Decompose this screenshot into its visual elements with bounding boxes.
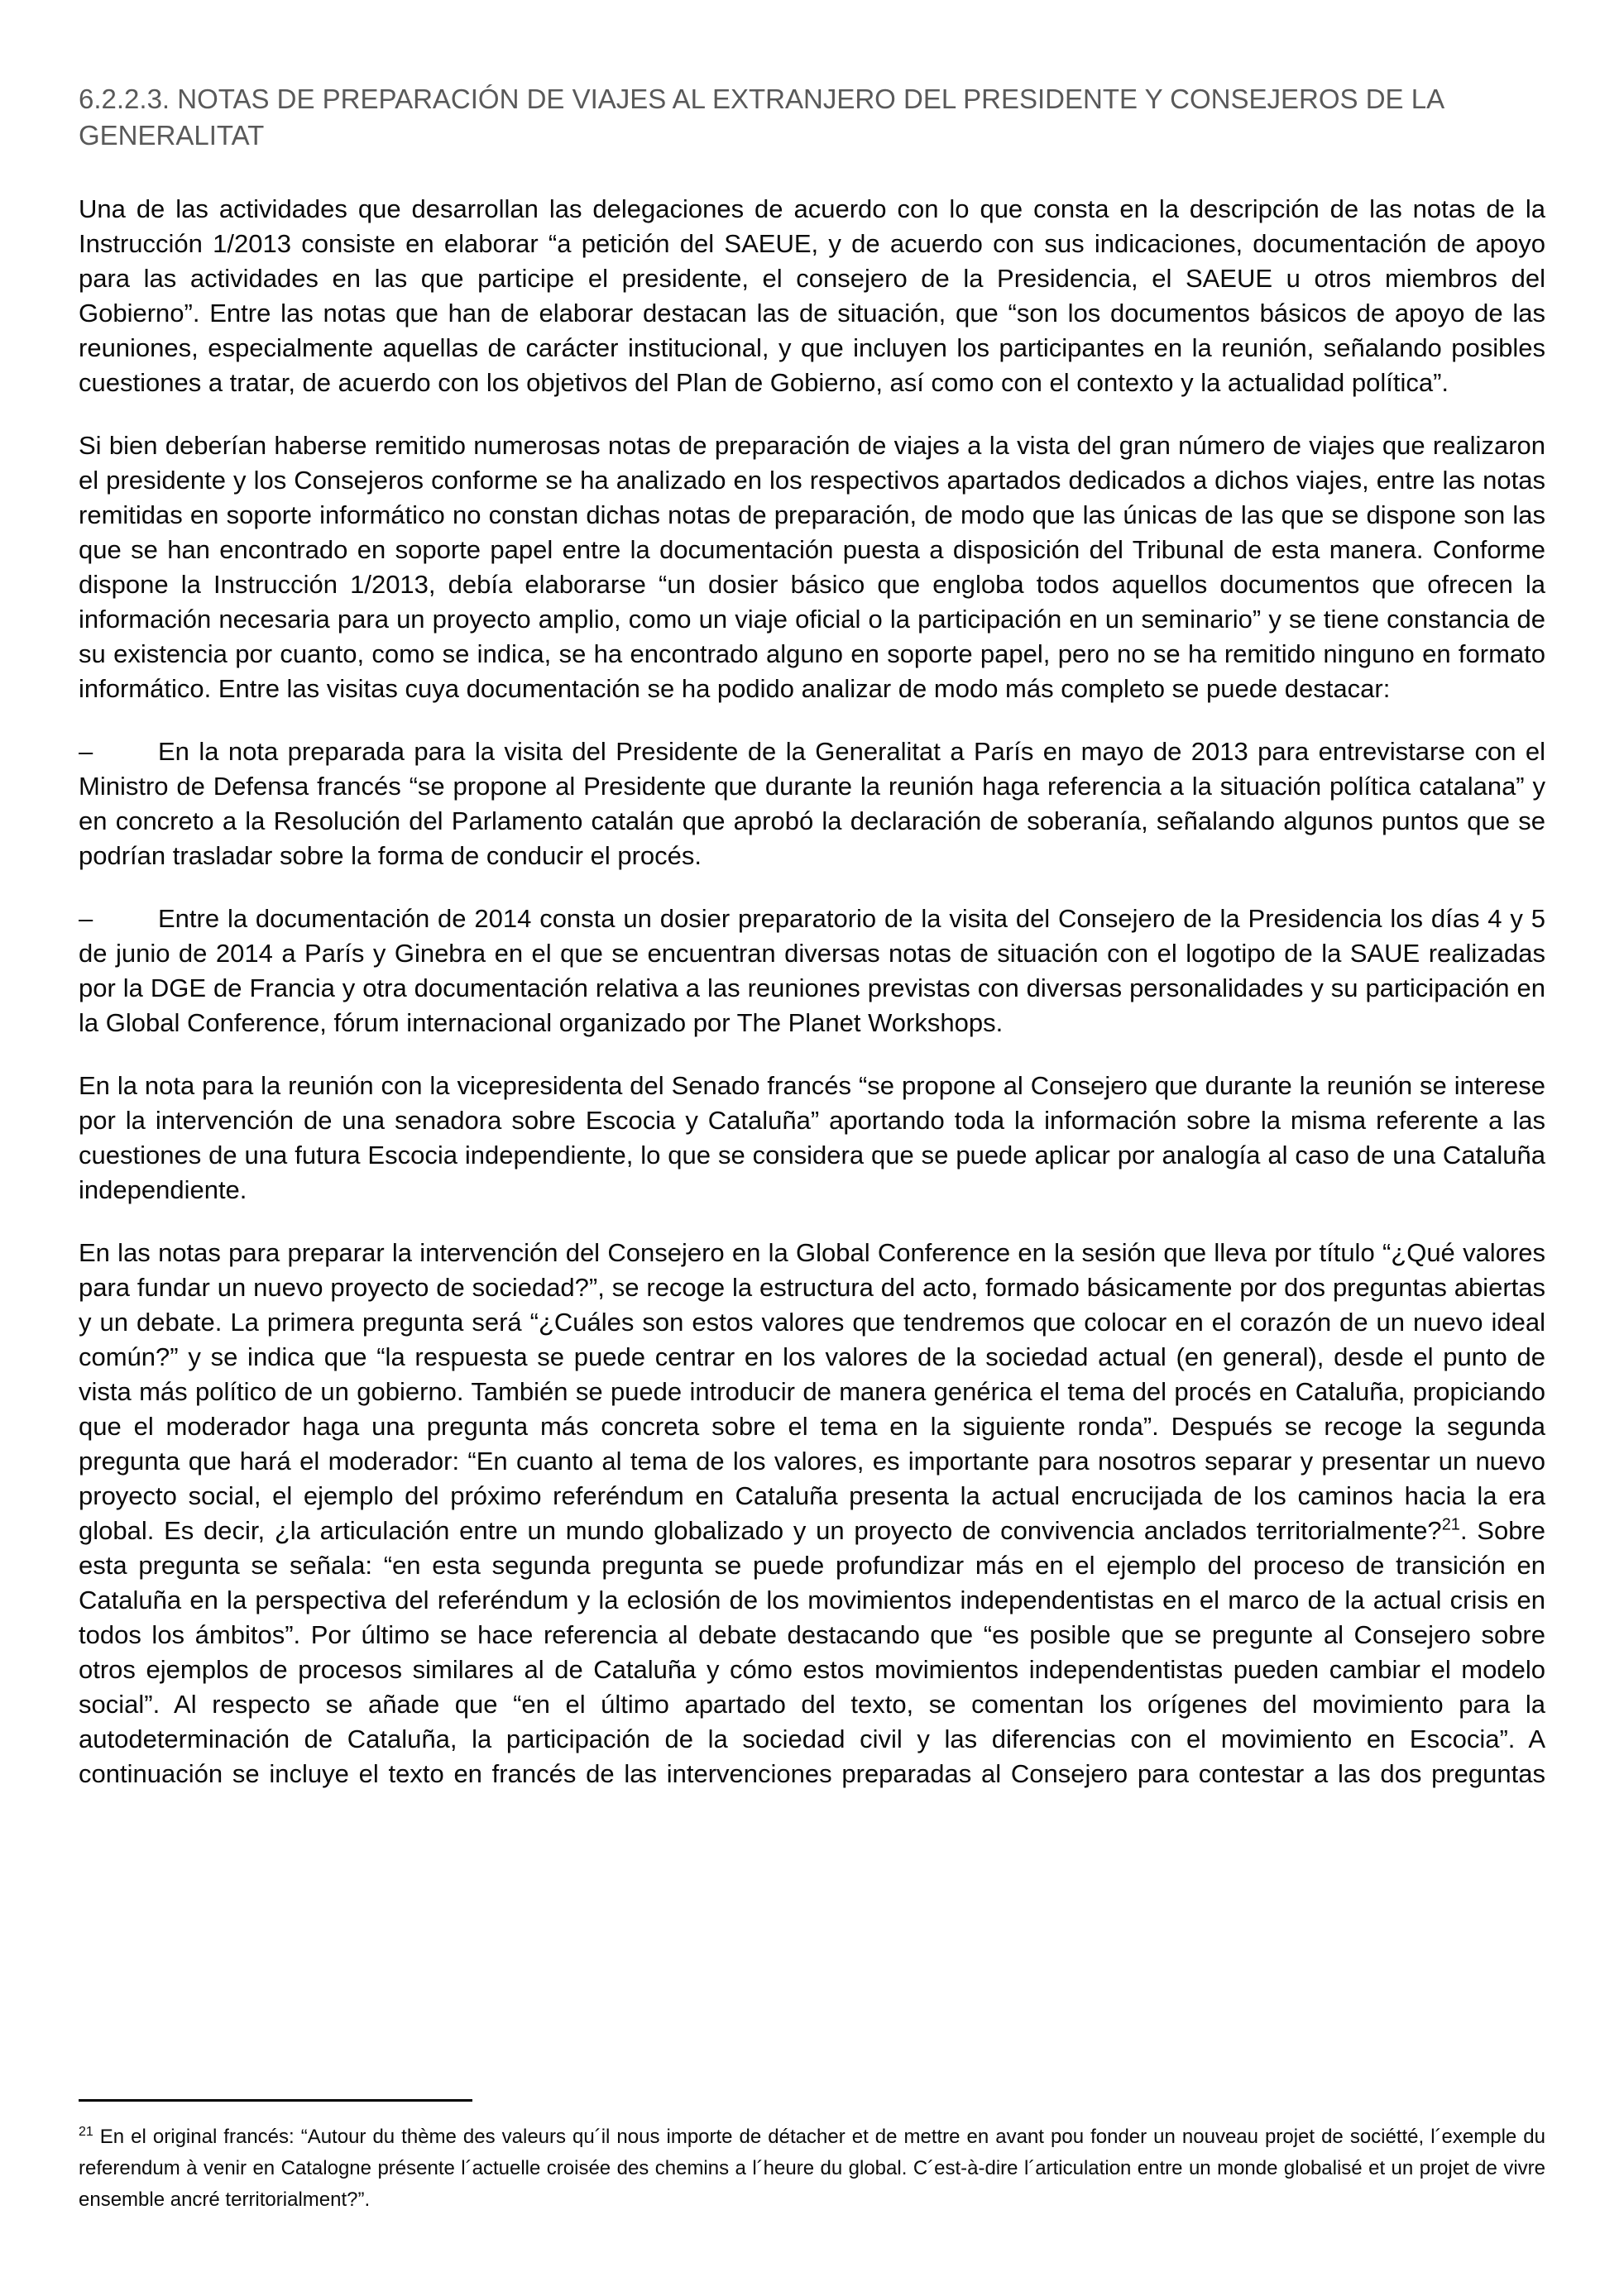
paragraph-2: Si bien deberían haberse remitido numerosas notas de preparación de viajes a la vista del gran número de viajes que realizaron el presidente y los Consejeros conforme se ha analizado en los respectivos apartados dedicados a dichos viajes, entre las notas remitidas en soporte informático no constan dichas notas de preparación, de modo que las únicas de las que se dispone son las que se han encontrado en soporte papel entre la documentación puesta a disposición del Tribunal de esta manera. Conforme dispone la Instrucción 1/2013, debía elaborarse “un dosier básico que engloba todos aquellos documentos que ofrecen la información necesaria para un proyecto amplio, como un viaje oficial o la participación en un seminario” y se tiene constancia de su existencia por cuanto, como se indica, se ha encontrado alguno en soporte papel, pero no se ha remitido ninguno en formato informático. Entre las visitas cuya documentación se ha podido analizar de modo más completo se puede destacar: [79,431,1545,703]
paragraph-1: Una de las actividades que desarrollan las delegaciones de acuerdo con lo que consta en la descripción de las notas de la Instrucción 1/2013 consiste en elaborar “a petición del SAEUE, y de acuerdo con sus indicaciones, documentación de apoyo para las actividades en las que participe el presidente, el consejero de la Presidencia, el SAEUE u otros miembros del Gobierno”. Entre las notas que han de elaborar destacan las de situación, que “son los documentos básicos de apoyo de las reuniones, especialmente aquellas de carácter institucional, y que incluyen los participantes en la reunión, señalando posibles cuestiones a tratar, de acuerdo con los objetivos del Plan de Gobierno, así como con el contexto y la actualidad política”. [79,194,1545,397]
section-heading: 6.2.2.3. NOTAS DE PREPARACIÓN DE VIAJES AL EXTRANJERO DEL PRESIDENTE Y CONSEJEROS DE LA GENERALITAT [79,84,1444,151]
footnote-reference-21: 21 [1441,1515,1460,1534]
dash-bullet-marker: – [79,904,93,933]
footnote-separator [79,2099,472,2102]
body-text [79,192,1545,1791]
paragraph-3: En la nota para la reunión con la vicepresidenta del Senado francés “se propone al Consejero que durante la reunión se interese por la intervención de una senadora sobre Escocia y Cataluña” aportando toda la información sobre la misma referente a las cuestiones de una futura Escocia independiente, lo que se considera que se puede aplicar por analogía al caso de una Cataluña independiente. [79,1071,1545,1204]
bullet-item-2 [79,902,1545,1040]
dash-bullet-marker: – [79,737,93,766]
paragraph-4 [79,1236,1545,1791]
bullet-item-1 [79,734,1545,873]
footnote-21 [79,2121,1545,2216]
footnote-21-marker: 21 [79,2125,93,2139]
bullet-item-1-text: En la nota preparada para la visita del Presidente de la Generalitat a París en mayo de 2013 para entrevistarse con el Ministro de Defensa francés “se propone al Presidente que durante la reunión haga referencia a la situación política catalana” y en concreto a la Resolución del Parlamento catalán que aprobó la declaración de soberanía, señalando algunos puntos que se podrían trasladar sobre la forma de conducir el procés. [79,737,1545,870]
document-content [79,81,1545,1820]
paragraph-4-text-after-ref: . Sobre esta pregunta se señala: “en esta segunda pregunta se puede profundizar más en el ejemplo del proceso de transición en Cataluña en la perspectiva del referéndum y la eclosión de los movimientos independentistas en el marco de la actual crisis en todos los ámbitos”. Por último se hace referencia al debate destacando que “es posible que se pregunte al Consejero sobre otros ejemplos de procesos similares al de Cataluña y cómo estos movimientos independentistas pueden cambiar el modelo social”. Al respecto se añade que “en el último apartado del texto, se comentan los orígenes del movimiento para la autodeterminación de Cataluña, la participación de la sociedad civil y las diferencias con el movimiento en Escocia”. A continuación se incluye el texto en francés de las intervenciones preparadas al Consejero para contestar a las dos preguntas [79,1516,1546,1788]
footnote-area [79,2099,1545,2216]
bullet-item-2-text: Entre la documentación de 2014 consta un dosier preparatorio de la visita del Consejero de la Presidencia los días 4 y 5 de junio de 2014 a París y Ginebra en el que se encuentran diversas notas de situación con el logotipo de la SAUE realizadas por la DGE de Francia y otra documentación relativa a las reuniones previstas con diversas personalidades y su participación en la Global Conference, fórum internacional organizado por The Planet Workshops. [79,904,1545,1037]
footnote-21-text: En el original francés: “Autour du thème des valeurs qu´il nous importe de détacher et de mettre en avant pou fonder un nouveau projet de sociétté, l´exemple du referendum à venir en Catalogne présente l´actuelle croisée des chemins a l´heure du global. C´est-à-dire l´articulation entre un monde globalisé et un projet de vivre ensemble ancré territorialment?”. [79,2126,1545,2211]
paragraph-4-text-before-ref: En las notas para preparar la intervención del Consejero en la Global Conference en la sesión que lleva por título “¿Qué valores para fundar un nuevo proyecto de sociedad?”, se recoge la estructura del acto, formado básicamente por dos preguntas abiertas y un debate. La primera pregunta será “¿Cuáles son estos valores que tendremos que colocar en el corazón de un nuevo ideal común?” y se indica que “la respuesta se puede centrar en los valores de la sociedad actual (en general), desde el punto de vista más político de un gobierno. También se puede introducir de manera genérica el tema del procés en Cataluña, propiciando que el moderador haga una pregunta más concreta sobre el tema en la siguiente ronda”. Después se recoge la segunda pregunta que hará el moderador: “En cuanto al tema de los valores, es importante para nosotros separar y presentar un nuevo proyecto social, el ejemplo del próximo referéndum en Cataluña presenta la actual encrucijada de los caminos hacia la era global. Es decir, ¿la articulación entre un mundo globalizado y un proyecto de convivencia anclados territorialmente? [79,1238,1545,1545]
